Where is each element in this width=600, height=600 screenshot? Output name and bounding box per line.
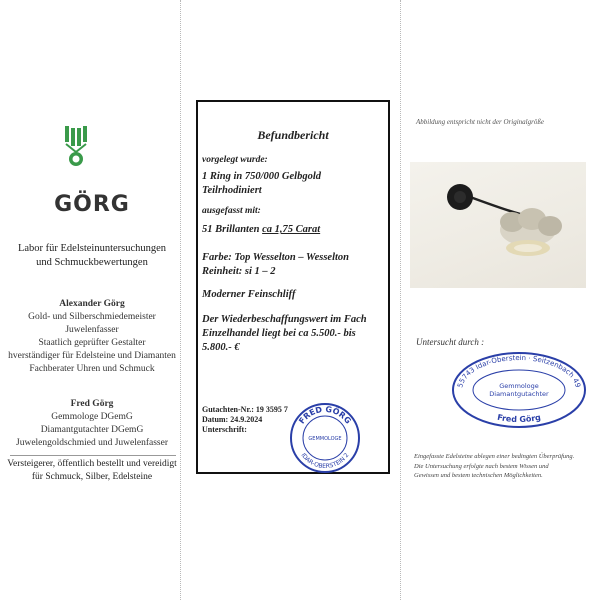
- person-title: Staatlich geprüfter Gestalter: [38, 338, 146, 348]
- left-panel: [0, 0, 184, 600]
- divider: [10, 455, 176, 456]
- clarity-grade: Reinheit: si 1 – 2: [202, 266, 276, 277]
- stones-line: [202, 223, 320, 237]
- person-title: hverständiger für Edelsteine und Diamanten: [8, 351, 176, 361]
- signature-label: Unterschrift:: [202, 425, 247, 434]
- stamp-middle-text: Diamantgutachter: [489, 390, 549, 398]
- stones-count: 51 Brillanten: [202, 224, 263, 235]
- ring-image: [410, 162, 586, 288]
- sworn-line: für Schmuck, Silber, Edelsteine: [31, 472, 153, 482]
- value-line: Einzelhandel liegt bei ca 5.500.- bis: [202, 328, 356, 339]
- person-name: Alexander Görg: [59, 299, 125, 309]
- stamp-bottom-text: Fred Görg: [496, 412, 542, 425]
- stamp-bottom-text: IDAR-OBERSTEIN 2: [299, 451, 351, 471]
- value-line: 5.800.- €: [202, 342, 240, 353]
- person-title: Juwelengoldschmied und Juwelenfasser: [16, 438, 168, 448]
- fine-print: Eingefasste Edelsteine ablegen einer bedingten Überprüfung.: [414, 453, 575, 460]
- lab-description: [0, 242, 184, 270]
- stamp-middle-text: Gemmologe: [499, 382, 539, 390]
- person-name: Fred Görg: [70, 399, 114, 409]
- person-title: Fachberater Uhren und Schmuck: [29, 364, 155, 374]
- report-date: Datum: 24.9.2024: [202, 415, 263, 424]
- stones-carat: ca 1,75 Carat: [262, 224, 321, 235]
- lab-line: Labor für Edelsteinuntersuchungen: [17, 243, 167, 254]
- examined-by-label: Untersucht durch :: [416, 337, 485, 347]
- sworn-line: Versteigerer, öffentlich bestellt und vereidigt: [7, 459, 177, 469]
- lab-line: und Schmuckbewertungen: [36, 257, 148, 268]
- presented-label: vorgelegt wurde:: [202, 155, 268, 165]
- svg-text:Fred Görg: [496, 413, 541, 424]
- round-stamp-icon: [289, 402, 361, 474]
- sworn-auctioneer: [0, 458, 184, 484]
- value-line: Der Wiederbeschaffungswert im Fach: [202, 314, 367, 325]
- cut-grade: Moderner Feinschliff: [202, 289, 296, 300]
- brand-name: GÖRG: [54, 192, 130, 217]
- report-title: Befundbericht: [257, 128, 329, 142]
- person-fred: [0, 398, 184, 450]
- person-title: Diamantgutachter DGemG: [40, 425, 144, 435]
- laurel-shield-icon: [63, 126, 89, 168]
- ring-photo: [410, 162, 586, 288]
- set-label: ausgefasst mit:: [202, 206, 261, 216]
- stamp-center-text: GEMMOLOGE: [308, 436, 342, 442]
- stamp-top-text: 55743 Idar-Oberstein · Seitzenbach 49: [456, 353, 582, 389]
- person-alexander: [0, 298, 184, 376]
- fine-print: [414, 462, 598, 480]
- person-title: Juwelenfasser: [65, 325, 119, 335]
- color-grade: Farbe: Top Wesselton – Wesselton: [202, 252, 350, 263]
- fine-print-line: Die Untersuchung erfolgte nach bestem Wissen und: [414, 463, 549, 470]
- person-title: Gold- und Silberschmiedemeister: [28, 312, 156, 322]
- fine-print-line: Gewissen und bestem technischen Möglichkeiten.: [414, 472, 543, 479]
- report-number: Gutachten-Nr.: 19 3595 7: [202, 405, 288, 414]
- oval-stamp-icon: [450, 350, 588, 430]
- item-line: 1 Ring in 750/000 Gelbgold: [202, 171, 322, 182]
- person-title: Gemmologe DGemG: [51, 412, 133, 422]
- fold-line-right: [400, 0, 401, 600]
- svg-text:FRED GÖRG: [297, 405, 353, 426]
- item-line: Teilrhodiniert: [202, 185, 262, 196]
- stamp-top-text: FRED GÖRG: [297, 404, 353, 426]
- image-caption: Abbildung entspricht nicht der Originalgröße: [416, 118, 544, 126]
